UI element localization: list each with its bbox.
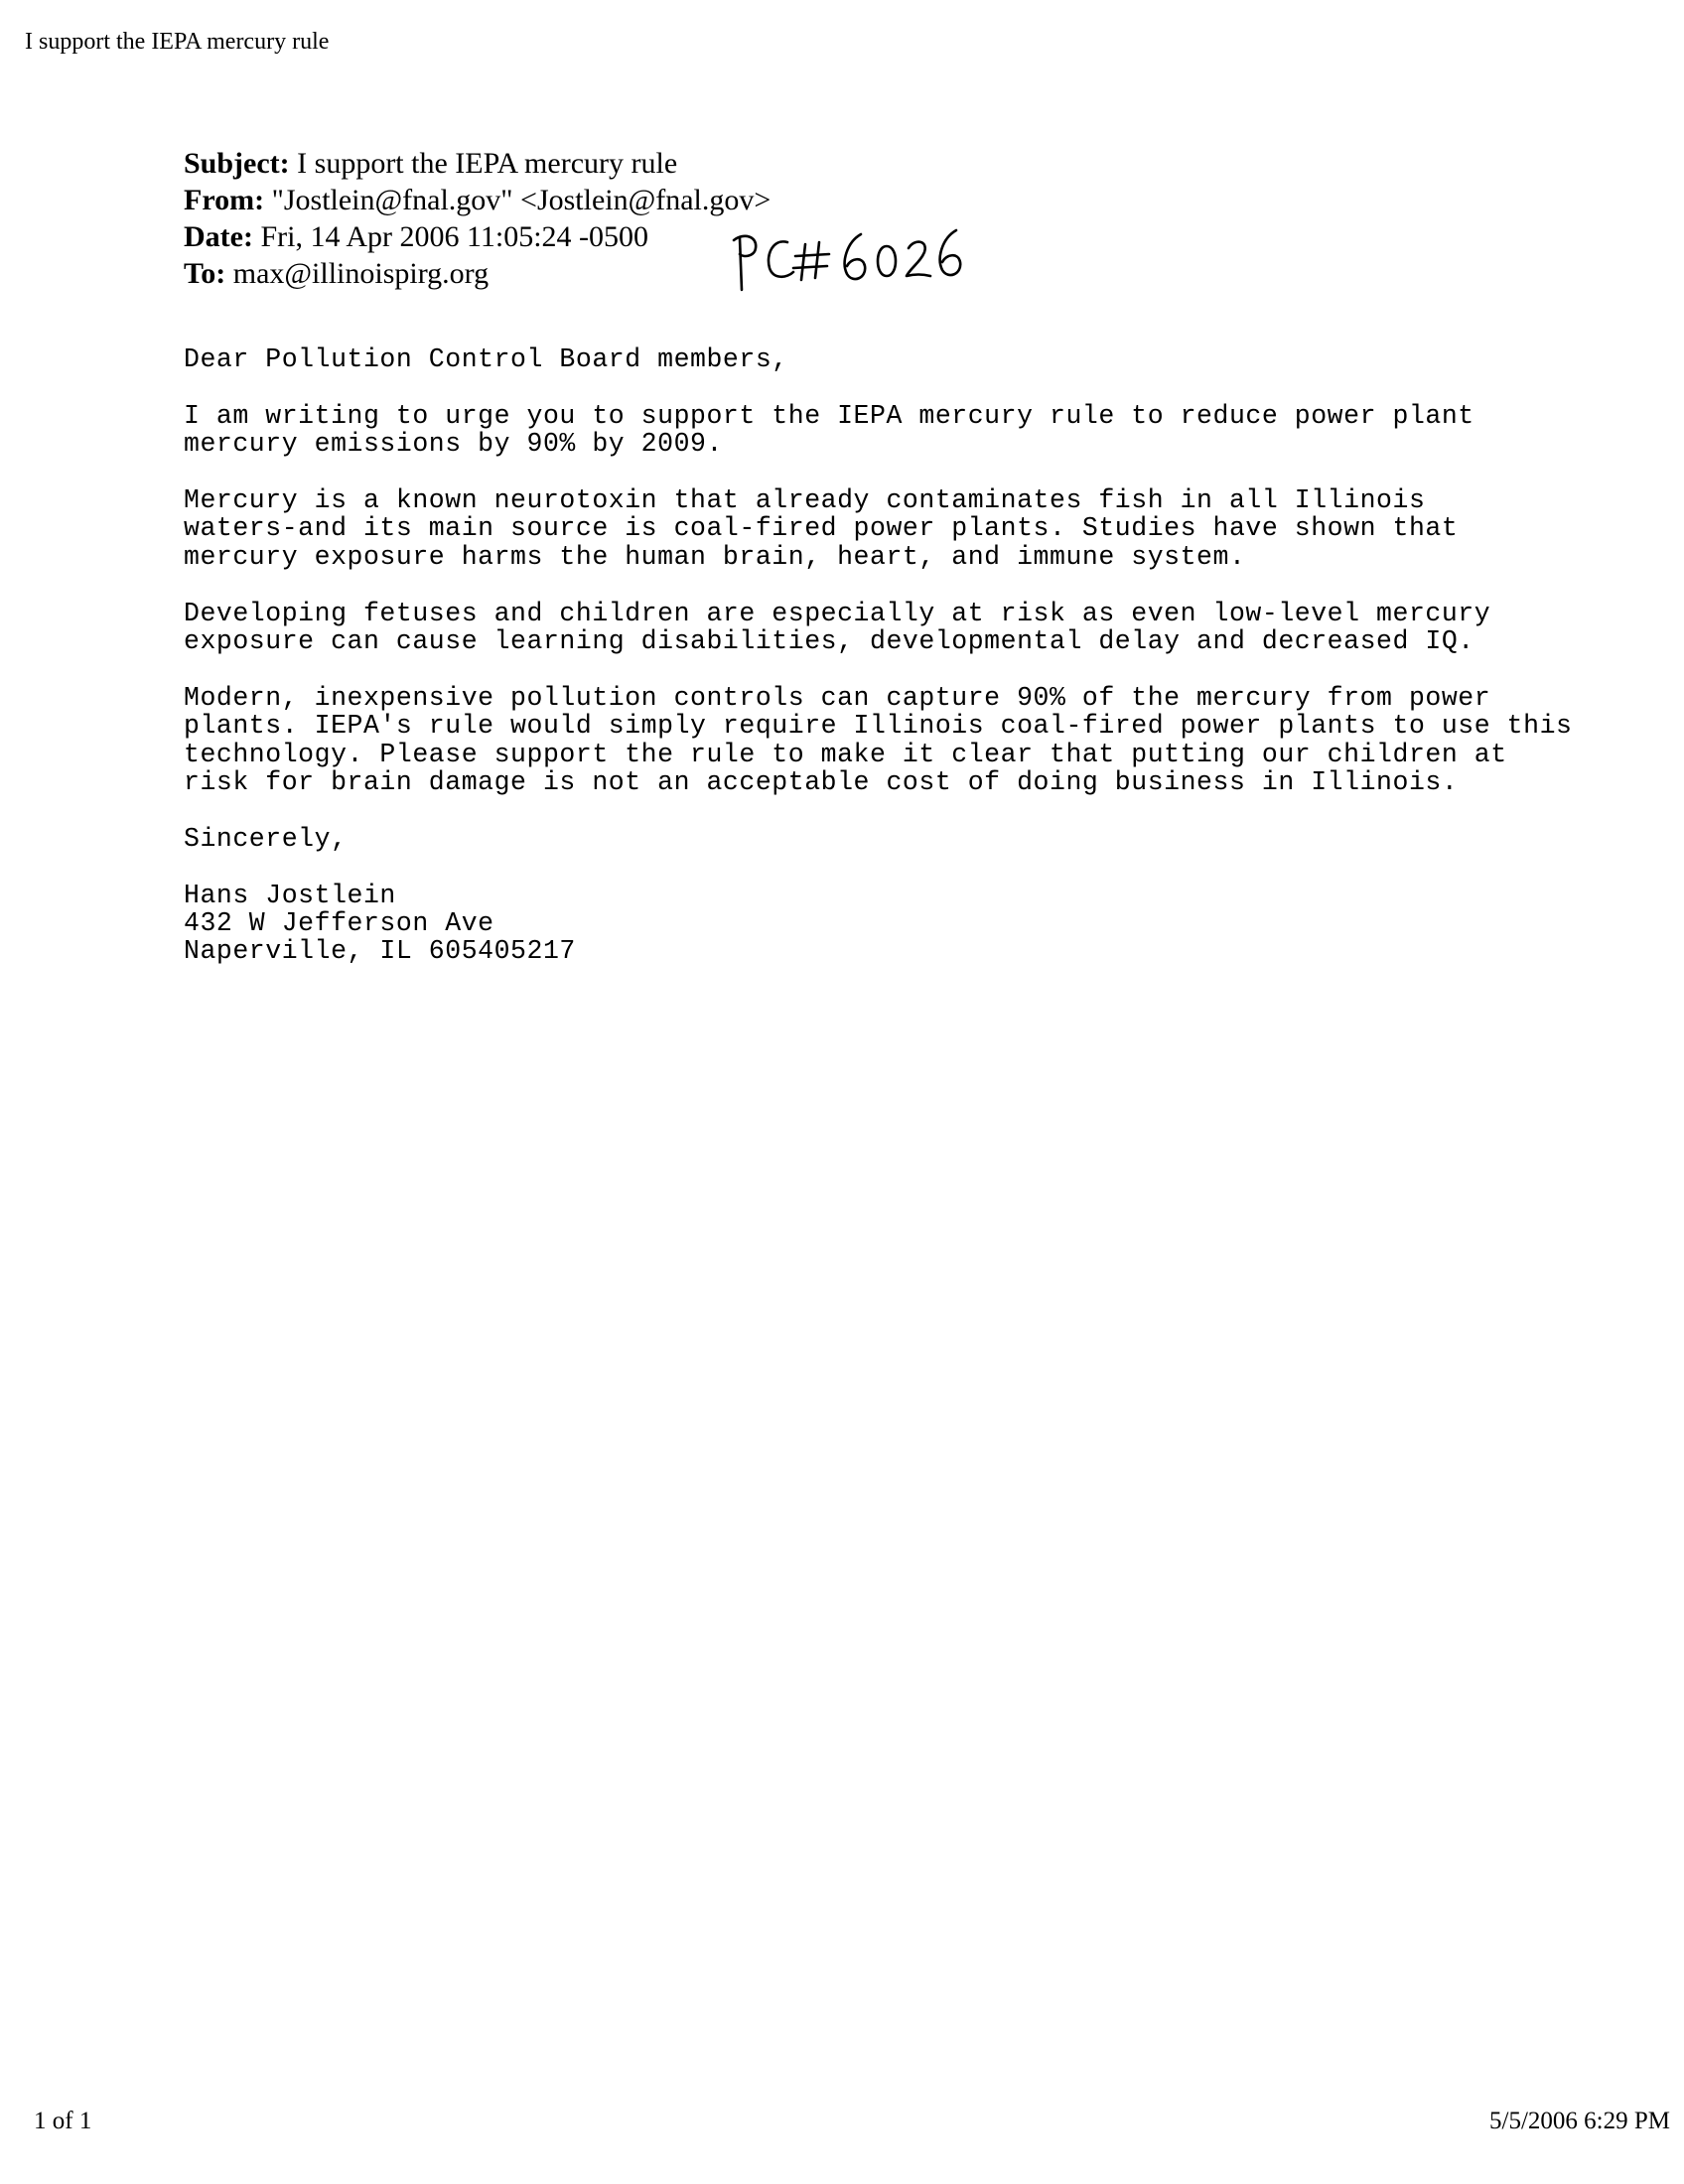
- date-line: [184, 218, 771, 255]
- paragraph-2: Mercury is a known neurotoxin that already contaminates fish in all Illinois waters-and its main source is coal-fired power plants. Studies have shown that mercury exposure harms the human brain, heart, and immune system.: [184, 485, 1459, 572]
- paragraph-3: Developing fetuses and children are especially at risk as even low-level mercury exposure can cause learning disabilities, developmental delay and decreased IQ.: [184, 598, 1491, 657]
- signature-address-line2: Naperville, IL 605405217: [184, 936, 576, 967]
- signature-name: Hans Jostlein: [184, 880, 396, 910]
- to-label: To:: [184, 257, 226, 290]
- closing: Sincerely,: [184, 823, 348, 854]
- from-value: "Jostlein@fnal.gov" <Jostlein@fnal.gov>: [271, 184, 772, 216]
- page-header: I support the IEPA mercury rule: [25, 29, 330, 55]
- to-line: [184, 255, 771, 292]
- to-value: max@illinoispirg.org: [232, 257, 490, 290]
- print-timestamp: 5/5/2006 6:29 PM: [1489, 2108, 1670, 2134]
- paragraph-1: I am writing to urge you to support the IEPA mercury rule to reduce power plant mercury emissions by 90% by 2009.: [184, 400, 1474, 460]
- from-label: From:: [184, 184, 265, 216]
- handwritten-stamp: [730, 224, 968, 296]
- email-headers: [184, 145, 771, 292]
- from-line: [184, 182, 771, 218]
- date-label: Date:: [184, 220, 253, 253]
- page-number: 1 of 1: [34, 2108, 92, 2134]
- subject-line: [184, 145, 771, 182]
- signature-address-line1: 432 W Jefferson Ave: [184, 908, 494, 939]
- subject-label: Subject:: [184, 147, 290, 180]
- date-value: Fri, 14 Apr 2006 11:05:24 -0500: [260, 220, 649, 253]
- paragraph-4: Modern, inexpensive pollution controls can capture 90% of the mercury from power plants. IEPA's rule would simply require Illinois coal-fired power plants to use this technology. Please support the rule to make it clear that putting our children at risk for brain damage is not an acceptable cost of doing business in Illinois.: [184, 682, 1573, 798]
- greeting: Dear Pollution Control Board members,: [184, 344, 788, 374]
- letter-body: [184, 345, 1653, 966]
- subject-value: I support the IEPA mercury rule: [297, 147, 678, 180]
